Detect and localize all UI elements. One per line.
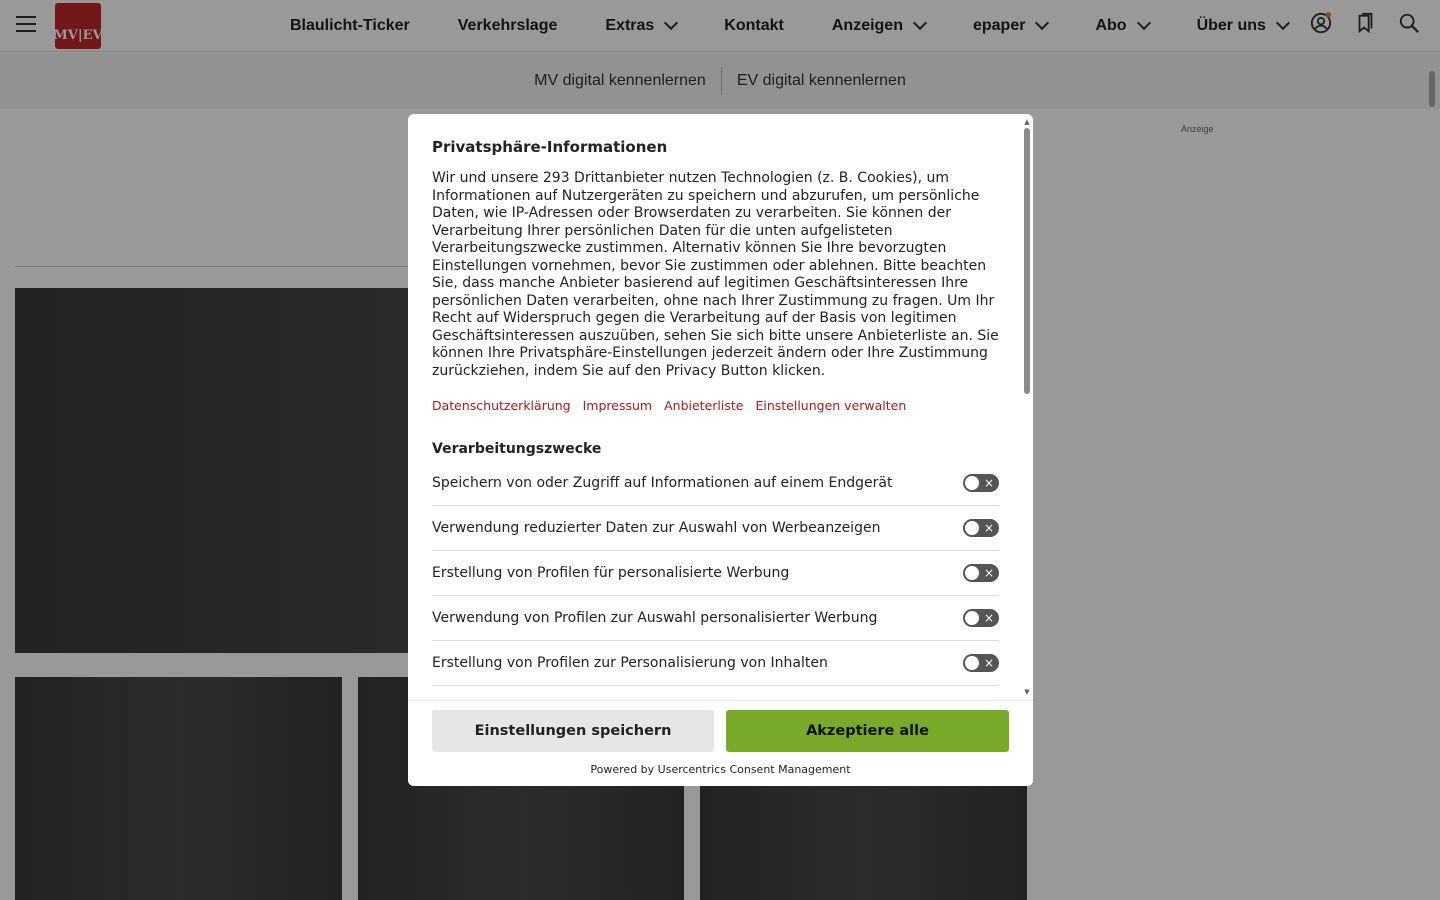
purpose-toggle[interactable] — [963, 564, 999, 582]
nav-label: Abo — [1095, 17, 1127, 34]
purpose-row — [432, 506, 999, 551]
consent-scroll-area — [408, 114, 1033, 700]
consent-footer — [408, 700, 1033, 786]
nav-label: Über uns — [1196, 17, 1266, 34]
scroll-up-arrow-icon[interactable]: ▲ — [1024, 118, 1030, 126]
manage-settings-link[interactable]: Einstellungen verwalten — [755, 398, 907, 413]
consent-links — [432, 398, 999, 413]
purpose-row — [432, 551, 999, 596]
dialog-scrollbar-thumb[interactable] — [1024, 128, 1030, 394]
nav-label: epaper — [972, 17, 1026, 34]
purpose-toggle[interactable] — [963, 609, 999, 627]
ad-label: Anzeige — [1181, 124, 1214, 134]
nav-label: Blaulicht-Ticker — [290, 17, 410, 34]
close-icon: × — [983, 611, 994, 625]
page-scrollbar-thumb[interactable] — [1429, 71, 1435, 107]
purpose-toggle[interactable] — [963, 474, 999, 492]
close-icon: × — [983, 476, 994, 490]
subnav-link-ev-digital[interactable]: EV digital kennenlernen — [736, 72, 906, 89]
nav-label: Anzeigen — [831, 17, 903, 34]
privacy-policy-link[interactable]: Datenschutzerklärung — [432, 398, 571, 413]
purpose-label: Verwendung von Profilen zur Auswahl personalisierter Werbung — [432, 610, 878, 626]
subnav-link-mv-digital[interactable]: MV digital kennenlernen — [534, 72, 706, 89]
purposes-heading: Verarbeitungszwecke — [432, 441, 602, 457]
save-settings-button[interactable]: Einstellungen speichern — [432, 710, 714, 752]
scroll-down-arrow-icon[interactable]: ▼ — [1024, 688, 1030, 696]
site-logo[interactable]: MV|EV — [55, 3, 101, 49]
purpose-label: Erstellung von Profilen für personalisierte Werbung — [432, 565, 790, 581]
toggle-knob — [965, 566, 979, 580]
powered-by-text: Powered by Usercentrics Consent Management — [590, 763, 851, 776]
purpose-row — [432, 596, 999, 641]
dialog-scrollbar[interactable] — [1023, 118, 1031, 696]
nav-label: Verkehrslage — [457, 17, 558, 34]
nav-label: Extras — [605, 17, 655, 34]
purpose-toggle[interactable] — [963, 654, 999, 672]
page-scrollbar[interactable] — [1427, 55, 1437, 900]
close-icon: × — [983, 656, 994, 670]
toggle-knob — [965, 476, 979, 490]
consent-dialog — [408, 114, 1033, 786]
imprint-link[interactable]: Impressum — [582, 398, 653, 413]
purpose-row — [432, 461, 999, 506]
consent-title: Privatsphäre-Informationen — [432, 138, 668, 156]
nav-label: Kontakt — [724, 17, 784, 34]
purpose-row-partial — [432, 686, 999, 700]
toggle-knob — [965, 521, 979, 535]
accept-all-button[interactable]: Akzeptiere alle — [726, 710, 1009, 752]
close-icon: × — [983, 521, 994, 535]
purpose-toggle[interactable] — [963, 519, 999, 537]
toggle-knob — [965, 611, 979, 625]
toggle-knob — [965, 656, 979, 670]
purpose-label: Speichern von oder Zugriff auf Informationen auf einem Endgerät — [432, 475, 893, 491]
purpose-label: Erstellung von Profilen zur Personalisierung von Inhalten — [432, 655, 828, 671]
close-icon: × — [983, 566, 994, 580]
purpose-row — [432, 641, 999, 686]
consent-body: Wir und unsere 293 Drittanbieter nutzen Technologien (z. B. Cookies), um Informationen auf Nutzergeräten zu speichern und abzurufen, um persönliche Daten, wie IP-Adressen oder Browserdaten zu verarbeiten. Sie können der Verarbeitung Ihrer persönlichen Daten für die unten aufgelisteten Verarbeitungszwecke zustimmen. Alternativ können Sie Ihre bevorzugten Einstellungen vornehmen, bevor Sie zustimmen oder ablehnen. Bitte beachten Sie, dass manche Anbieter basierend auf legitimen Geschäftsinteressen Ihre persönlichen Daten verarbeiten, ohne nach Ihrer Zustimmung zu fragen. Um Ihr Recht auf Widerspruch gegen die Verarbeitung auf der Basis von legitimen Geschäftsinteressen auszuüben, sehen Sie sich bitte unsere Anbieterliste an. Sie können Ihre Privatsphäre-Einstellungen jederzeit ändern oder Ihre Zustimmung zurückziehen, indem Sie auf den Privacy Button klicken. — [432, 170, 999, 379]
purpose-label: Verwendung reduzierter Daten zur Auswahl von Werbeanzeigen — [432, 520, 881, 536]
vendor-list-link[interactable]: Anbieterliste — [664, 398, 744, 413]
